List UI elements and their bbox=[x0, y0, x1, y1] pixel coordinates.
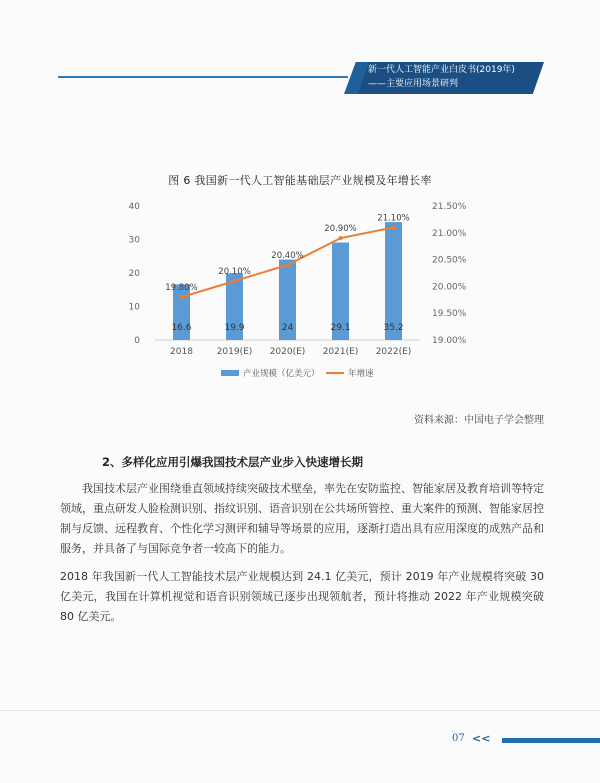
paragraph-2: 2018 年我国新一代人工智能技术层产业规模达到 24.1 亿美元，预计 2019 年产业规模将突破 30 亿美元，我国在计算机视觉和语音识别领域已逐步出现领航者，预计将推动 2022 年产业规模突破 80 亿美元。 bbox=[60, 570, 544, 623]
y-right-tick-label: 21.50% bbox=[432, 202, 467, 212]
y-right-tick-label: 19.50% bbox=[432, 309, 467, 320]
x-tick-label: 2019(E) bbox=[216, 347, 253, 357]
growth-value-label: 20.10% bbox=[218, 267, 251, 278]
header-title-block bbox=[368, 63, 538, 91]
y-left-tick-label: 40 bbox=[128, 202, 140, 212]
growth-value-label: 20.40% bbox=[271, 250, 304, 261]
y-left-tick-label: 0 bbox=[134, 336, 140, 346]
page-number: 07 bbox=[452, 733, 465, 744]
bar-value-label: 16.6 bbox=[171, 323, 192, 333]
footer-bar bbox=[502, 738, 600, 743]
growth-point bbox=[392, 225, 396, 229]
growth-value-label: 21.10% bbox=[377, 213, 410, 224]
bar-value-label: 24 bbox=[281, 323, 294, 333]
y-right-tick-label: 20.50% bbox=[432, 255, 467, 266]
growth-point bbox=[180, 295, 184, 299]
x-tick-label: 2022(E) bbox=[375, 347, 412, 357]
y-left-tick-label: 10 bbox=[128, 302, 140, 313]
bar-value-label: 35.2 bbox=[383, 323, 404, 333]
y-right-tick-label: 21.00% bbox=[432, 228, 467, 239]
section-heading: 2、多样化应用引爆我国技术层产业步入快速增长期 bbox=[102, 455, 363, 469]
y-left-tick-label: 20 bbox=[128, 269, 140, 279]
figure-source: 资料来源：中国电子学会整理 bbox=[414, 415, 544, 426]
legend-bar-label: 产业规模（亿美元） bbox=[243, 369, 320, 379]
bar-value-label: 19.9 bbox=[224, 323, 245, 333]
header-subtitle: ——主要应用场景研判 bbox=[368, 79, 459, 89]
growth-point bbox=[339, 236, 343, 240]
growth-value-label: 19.80% bbox=[165, 283, 198, 294]
header-title: 新一代人工智能产业白皮书(2019年) bbox=[368, 65, 515, 75]
x-tick-label: 2021(E) bbox=[322, 347, 359, 357]
figure-title: 图 6 我国新一代人工智能基础层产业规模及年增长率 bbox=[168, 174, 432, 187]
y-left-tick-label: 30 bbox=[128, 235, 140, 246]
legend-line-label: 年增速 bbox=[348, 369, 374, 379]
x-tick-label: 2018 bbox=[170, 347, 193, 357]
growth-point bbox=[233, 279, 237, 283]
y-right-tick-label: 19.00% bbox=[432, 336, 467, 346]
bar-value-label: 29.1 bbox=[330, 323, 351, 333]
x-tick-label: 2020(E) bbox=[269, 347, 306, 357]
growth-value-label: 20.90% bbox=[324, 224, 357, 235]
chart bbox=[120, 190, 480, 390]
paragraph-1: 我国技术层产业围绕垂直领域持续突破技术壁垒，率先在安防监控、智能家居及教育培训等特定领域，重点研发人脸检测识别、指纹识别、语音识别在公共场所管控、重大案件的预测、智能家居控制与反馈、远程教育、个性化学习测评和辅导等场景的应用，逐渐打造出具有应用深度的成熟产品和服务，并具备了与国际竞争者一较高下的能力。 bbox=[60, 482, 544, 555]
page-arrow-icon: << bbox=[472, 732, 491, 745]
y-right-tick-label: 20.00% bbox=[432, 282, 467, 293]
legend-bar-swatch bbox=[221, 370, 239, 376]
header-rule bbox=[58, 76, 348, 78]
growth-point bbox=[286, 263, 290, 267]
footer-divider bbox=[0, 710, 600, 711]
